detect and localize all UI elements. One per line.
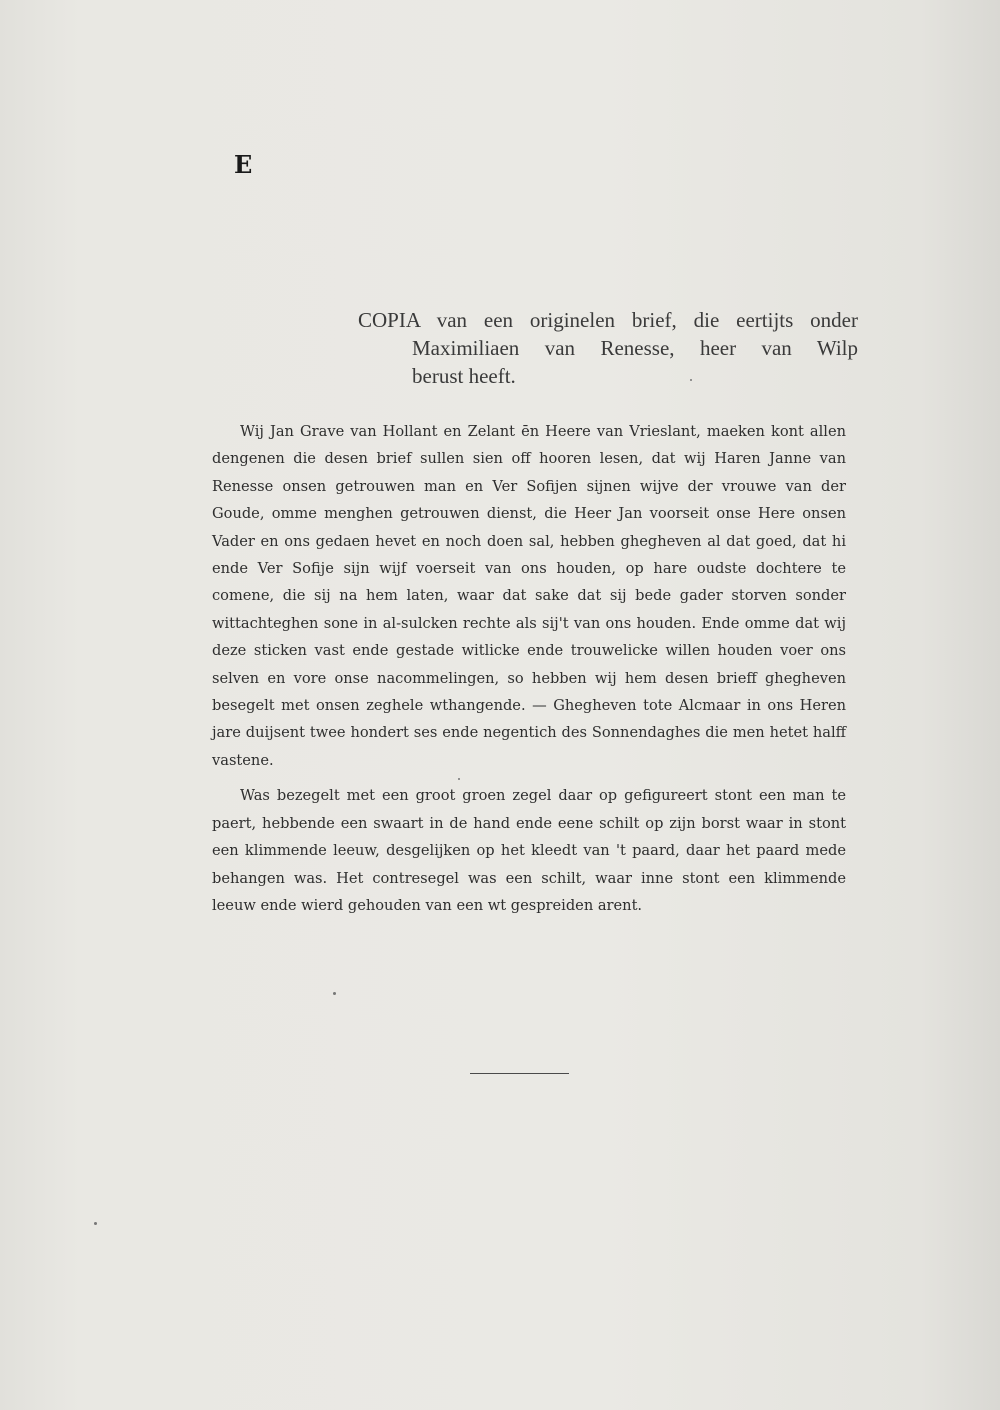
paper-speck xyxy=(690,379,692,381)
paper-speck xyxy=(94,1222,97,1225)
heading-line-1: COPIA van een originelen brief, die eertijts onder xyxy=(358,308,858,332)
letter-body xyxy=(212,418,846,919)
paper-speck xyxy=(333,992,336,995)
paragraph-seal-description: Was bezegelt met een groot groen zegel daar op gefigureert stont een man te paert, hebbende een swaart in de hand ende eene schilt op zijn borst waar in stont een klimmende leeuw, desgelijken op het kleedt van 't paard, daar het paard mede behangen was. Het contresegel was een schilt, waar inne stont een klimmende leeuw ende wierd gehouden van een wt gespreiden arent. xyxy=(212,787,846,914)
paragraph-charter: Wij Jan Grave van Hollant en Zelant ēn Heere van Vrieslant, maeken kont allen dengenen die desen brief sullen sien off hooren lesen, dat wij Haren Janne van Renesse onsen getrouwen man en Ver Sofijen sijnen wijve der vrouwe van der Goude, omme menghen getrouwen dienst, die Heer Jan voorseit onse Here onsen Vader en ons gedaen hevet en noch doen sal, hebben ghegheven al dat goed, dat hi ende Ver Sofije sijn wijf voerseit van ons houden, op hare oudste dochtere te comene, die sij na hem laten, waar dat sake dat sij bede gader storven sonder wittachteghen sone in al-sulcken rechte als sij't van ons houden. Ende omme dat wij deze sticken vast ende gestade witlicke ende trouwelicke willen houden voer ons selven en vore onse nacommelingen, so hebben wij hem desen brieff ghegheven besegelt met onsen zeghele wthangende. — Ghegheven tote Alcmaar in ons Heren jare duijsent twee hondert ses ende negentich des Sonnendaghes die men hetet halff vastene. xyxy=(212,423,846,769)
heading-line-2: Maximiliaen van Renesse, heer van Wilp xyxy=(412,336,858,360)
heading-line-3: berust heeft. xyxy=(412,364,516,388)
document-heading xyxy=(358,306,858,390)
section-letter: E xyxy=(234,150,253,179)
closing-rule xyxy=(470,1073,569,1074)
paper-speck xyxy=(458,778,460,780)
